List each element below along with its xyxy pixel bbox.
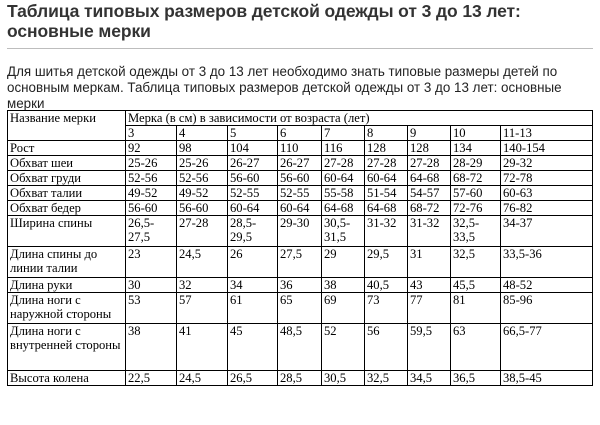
value-cell: 27-28: [408, 156, 451, 171]
title-divider: [7, 48, 593, 49]
header-name-cell: Название мерки: [8, 111, 126, 141]
value-cell: 32,5: [451, 247, 501, 278]
value-cell: 24,5: [177, 371, 228, 386]
value-cell: 128: [365, 141, 408, 156]
value-cell: 57: [177, 293, 228, 324]
value-cell: 36: [278, 278, 322, 293]
value-cell: 73: [365, 293, 408, 324]
page-title-line-2: основные мерки: [7, 21, 151, 41]
size-table-body: [8, 111, 593, 386]
table-row: [8, 278, 593, 293]
value-cell: 36,5: [451, 371, 501, 386]
value-cell: 30: [126, 278, 177, 293]
value-cell: 26-27: [228, 156, 278, 171]
value-cell: 52-56: [177, 171, 228, 186]
value-cell: 53: [126, 293, 177, 324]
table-row: [8, 216, 593, 247]
value-cell: 116: [322, 141, 365, 156]
value-cell: 52-55: [278, 186, 322, 201]
age-header-cell: 9: [408, 126, 451, 141]
intro-paragraph: Для шитья детской одежды от 3 до 13 лет необходимо знать типовые размеры детей по основным меркам. Таблица типовых размеров детской одежды от 3 до 13 лет: основные мерки: [7, 64, 562, 111]
value-cell: 32: [177, 278, 228, 293]
value-cell: 68-72: [408, 201, 451, 216]
value-cell: 26: [228, 247, 278, 278]
value-cell: 64-68: [408, 171, 451, 186]
value-cell: 25-26: [177, 156, 228, 171]
age-header-cell: 7: [322, 126, 365, 141]
value-cell: 60-64: [322, 171, 365, 186]
table-row: [8, 171, 593, 186]
value-cell: 48,5: [278, 324, 322, 371]
age-header-cell: 4: [177, 126, 228, 141]
value-cell: 27-28: [177, 216, 228, 247]
value-cell: 26-27: [278, 156, 322, 171]
size-table: [7, 110, 593, 386]
value-cell: 56-60: [228, 171, 278, 186]
value-cell: 27-28: [322, 156, 365, 171]
value-cell: 26,5: [228, 371, 278, 386]
value-cell: 25-26: [126, 156, 177, 171]
table-row: [8, 141, 593, 156]
value-cell: 98: [177, 141, 228, 156]
value-cell: 128: [408, 141, 451, 156]
value-cell: 68-72: [451, 171, 501, 186]
value-cell: 45: [228, 324, 278, 371]
value-cell: 60-64: [228, 201, 278, 216]
measure-name-cell: Длина спины до линии талии: [8, 247, 126, 278]
measure-name-cell: Рост: [8, 141, 126, 156]
value-cell: 27-28: [365, 156, 408, 171]
value-cell: 22,5: [126, 371, 177, 386]
value-cell: 31-32: [365, 216, 408, 247]
table-row: [8, 186, 593, 201]
age-header-cell: 10: [451, 126, 501, 141]
value-cell: 69: [322, 293, 365, 324]
value-cell: 66,5-77: [501, 324, 593, 371]
value-cell: 60-64: [365, 171, 408, 186]
measure-name-cell: Обхват бедер: [8, 201, 126, 216]
value-cell: 134: [451, 141, 501, 156]
value-cell: 33,5-36: [501, 247, 593, 278]
value-cell: 64-68: [365, 201, 408, 216]
page-title-line-1: Таблица типовых размеров детской одежды от 3 до 13 лет:: [7, 1, 521, 21]
age-header-cell: 6: [278, 126, 322, 141]
value-cell: 56-60: [126, 201, 177, 216]
value-cell: 29-30: [278, 216, 322, 247]
value-cell: 55-58: [322, 186, 365, 201]
measure-name-cell: Обхват шеи: [8, 156, 126, 171]
value-cell: 29,5: [365, 247, 408, 278]
value-cell: 45,5: [451, 278, 501, 293]
value-cell: 65: [278, 293, 322, 324]
value-cell: 60-64: [278, 201, 322, 216]
value-cell: 77: [408, 293, 451, 324]
measure-name-cell: Обхват груди: [8, 171, 126, 186]
value-cell: 81: [451, 293, 501, 324]
value-cell: 59,5: [408, 324, 451, 371]
value-cell: 28-29: [451, 156, 501, 171]
value-cell: 40,5: [365, 278, 408, 293]
value-cell: 48-52: [501, 278, 593, 293]
measure-name-cell: Длина ноги с наружной стороны: [8, 293, 126, 324]
value-cell: 34,5: [408, 371, 451, 386]
table-row: [8, 247, 593, 278]
value-cell: 38: [322, 278, 365, 293]
value-cell: 56: [365, 324, 408, 371]
value-cell: 34-37: [501, 216, 593, 247]
value-cell: 30,5-31,5: [322, 216, 365, 247]
value-cell: 32,5: [365, 371, 408, 386]
value-cell: 28,5-29,5: [228, 216, 278, 247]
header-group-cell: Мерка (в см) в зависимости от возраста (лет): [126, 111, 593, 126]
age-header-cell: 3: [126, 126, 177, 141]
value-cell: 29-32: [501, 156, 593, 171]
value-cell: 32,5-33,5: [451, 216, 501, 247]
value-cell: 76-82: [501, 201, 593, 216]
value-cell: 52: [322, 324, 365, 371]
table-row: [8, 201, 593, 216]
value-cell: 23: [126, 247, 177, 278]
value-cell: 54-57: [408, 186, 451, 201]
value-cell: 30,5: [322, 371, 365, 386]
measure-name-cell: Длина руки: [8, 278, 126, 293]
value-cell: 27,5: [278, 247, 322, 278]
value-cell: 49-52: [126, 186, 177, 201]
value-cell: 31-32: [408, 216, 451, 247]
value-cell: 31: [408, 247, 451, 278]
value-cell: 38,5-45: [501, 371, 593, 386]
value-cell: 57-60: [451, 186, 501, 201]
value-cell: 24,5: [177, 247, 228, 278]
value-cell: 63: [451, 324, 501, 371]
value-cell: 64-68: [322, 201, 365, 216]
value-cell: 38: [126, 324, 177, 371]
value-cell: 140-154: [501, 141, 593, 156]
value-cell: 56-60: [177, 201, 228, 216]
table-row: [8, 293, 593, 324]
age-header-cell: 5: [228, 126, 278, 141]
value-cell: 72-78: [501, 171, 593, 186]
table-row: [8, 156, 593, 171]
page-title: [7, 1, 593, 41]
value-cell: 52-55: [228, 186, 278, 201]
value-cell: 60-63: [501, 186, 593, 201]
value-cell: 52-56: [126, 171, 177, 186]
age-header-cell: 8: [365, 126, 408, 141]
value-cell: 56-60: [278, 171, 322, 186]
value-cell: 72-76: [451, 201, 501, 216]
age-header-cell: 11-13: [501, 126, 593, 141]
value-cell: 28,5: [278, 371, 322, 386]
measure-name-cell: Высота колена: [8, 371, 126, 386]
measure-name-cell: Обхват талии: [8, 186, 126, 201]
value-cell: 49-52: [177, 186, 228, 201]
value-cell: 85-96: [501, 293, 593, 324]
value-cell: 51-54: [365, 186, 408, 201]
table-row: [8, 324, 593, 371]
value-cell: 29: [322, 247, 365, 278]
value-cell: 104: [228, 141, 278, 156]
value-cell: 41: [177, 324, 228, 371]
value-cell: 43: [408, 278, 451, 293]
table-row: [8, 371, 593, 386]
value-cell: 34: [228, 278, 278, 293]
measure-name-cell: Ширина спины: [8, 216, 126, 247]
value-cell: 26,5-27,5: [126, 216, 177, 247]
value-cell: 110: [278, 141, 322, 156]
value-cell: 61: [228, 293, 278, 324]
value-cell: 92: [126, 141, 177, 156]
measure-name-cell: Длина ноги с внутренней стороны: [8, 324, 126, 371]
header-row-1: [8, 111, 593, 126]
